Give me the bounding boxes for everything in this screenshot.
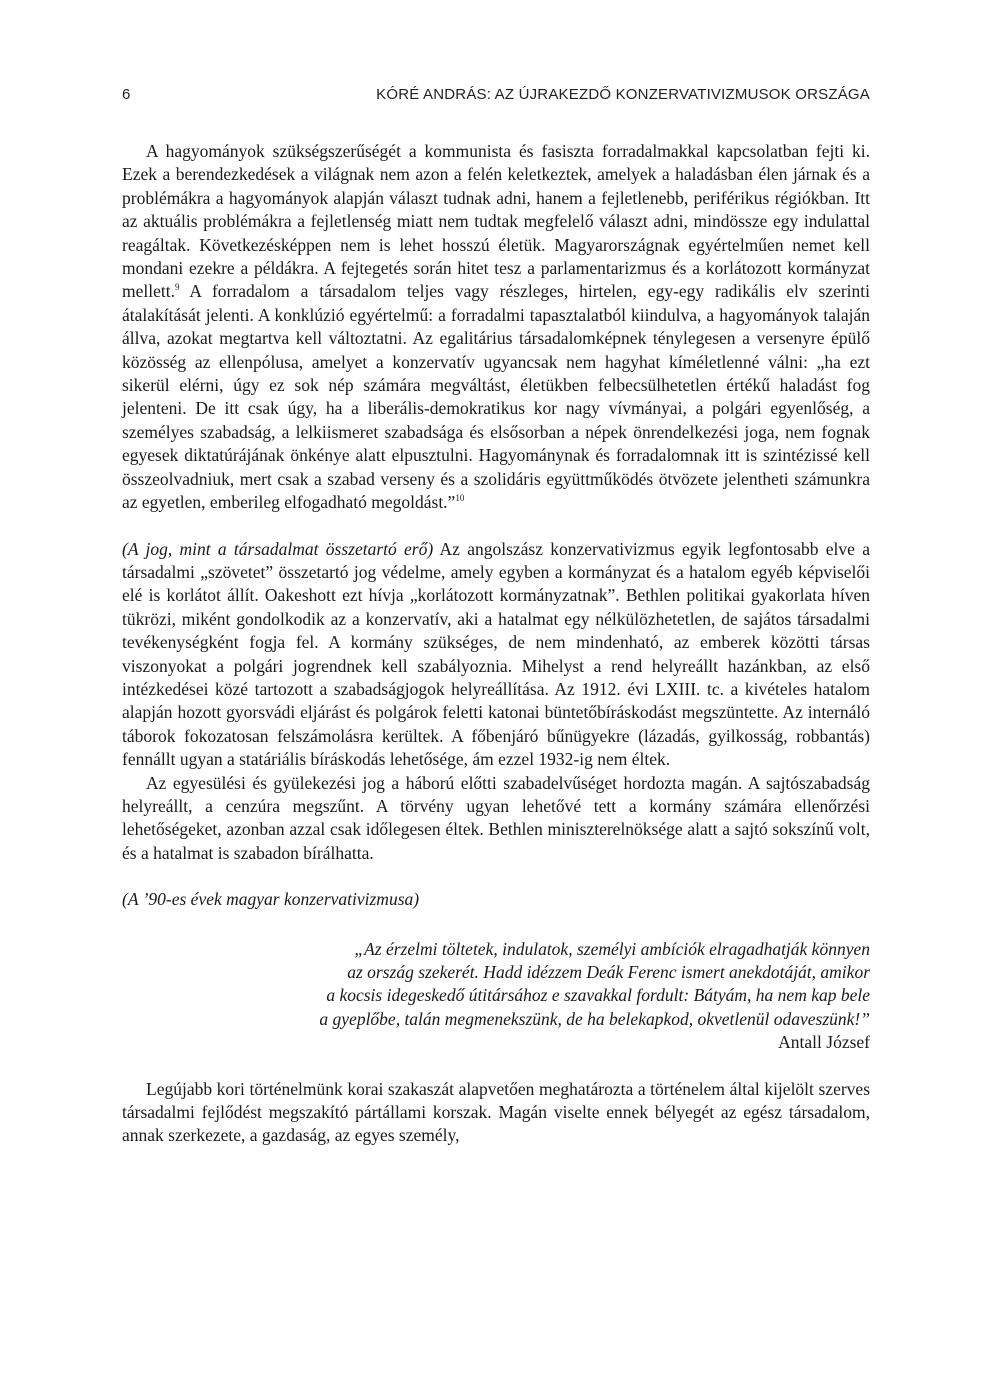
quote-line: az ország szekerét. Hadd idézzem Deák Ferenc ismert anekdotáját, amikor bbox=[347, 962, 870, 982]
paragraph-traditions bbox=[122, 140, 870, 515]
section-heading: (A ’90-es évek magyar konzervativizmusa) bbox=[122, 889, 420, 910]
paragraph-law bbox=[122, 538, 870, 772]
epigraph-quote bbox=[122, 938, 870, 1055]
page-header bbox=[122, 86, 870, 108]
paragraph-text: A forradalom a társadalom teljes vagy részleges, hirtelen, egy-egy radikális elv szerinti átalakítását jelenti. A konklúzió egyértelmű: a forradalmi tapasztalatból kiindulva, a hagyományok talaján állva, azokat megtartva kell változtatni. Az egalitárius társadalomképnek ténylegesen a versenyre épülő közösség az ellenpólusa, amelyet a konzervatív ugyancsak nem hagyhat kíméletlenné válni: „ha ezt sikerül elérni, úgy ez sok nép számára megváltást, életükben felbecsülhetetlen értékű haladást fog jelenteni. De itt csak úgy, ha a liberális-demokratikus kor nagy vívmányai, a polgári egyenlőség, a személyes szabadság, a lelkiismeret szabadsága és elsősorban a népek önrendelkezési joga, nem fognak egyesek diktatúrájának önkénye alatt elpusztulni. Hagyománynak és forradalomnak itt is szintézissé kell összeolvadniuk, mert csak a szabad verseny és a szolidáris együttműködés ötvözete jelentheti számunkra az egyetlen, emberileg elfogadható megoldást.” bbox=[122, 281, 870, 513]
footnote-marker: 9 bbox=[174, 282, 180, 293]
running-title: KÓRÉ ANDRÁS: AZ ÚJRAKEZDŐ KONZERVATIVIZMUSOK ORSZÁGA bbox=[376, 86, 870, 103]
paragraph-press-freedom bbox=[122, 772, 870, 866]
inline-section-heading: (A jog, mint a társadalmat összetartó erő) bbox=[122, 538, 434, 559]
quote-line: a gyeplőbe, talán megmenekszünk, de ha belekapkod, okvetlenül odaveszünk!” bbox=[319, 1008, 870, 1029]
quote-line: „Az érzelmi töltetek, indulatok, személyi ambíciók elragadhatják könnyen bbox=[354, 938, 870, 959]
paragraph-text: Az egyesülési és gyülekezési jog a háború előtti szabadelvűséget hordozta magán. A sajtószabadság helyreállt, a cenzúra megszűnt. A törvény ugyan lehetővé tett a kormány számára ellenőrzési lehetőségeket, azonban azzal csak időlegesen éltek. Bethlen miniszterelnöksége alatt a sajtó sokszínű volt, és a hatalmat is szabadon bírálhatta. bbox=[122, 772, 870, 863]
paragraph-text: Az angolszász konzervativizmus egyik legfontosabb elve a társadalmi „szövetet” összetartó jog védelme, amely egyben a kormányzat és a hatalom egyéb képviselői elé is korlátot állít. Oakeshott ezt hívja „korlátozott kormányzatnak”. Bethlen politikai gyakorlata híven tükrözi, miként gondolkodik az a konzervatív, aki a hatalmat egy nélkülözhetetlen, de sajátos társadalmi tevékenységként fogja fel. A kormány szükséges, de nem mindenható, az emberek közötti társas viszonyokat a polgári jogrendnek kell szabályoznia. Mihelyst a rend helyreállt hazánkban, az első intézkedései közé tartozott a szabadságjogok helyreállítása. Az 1912. évi LXIII. tc. a kivételes hatalom alapján hozott gyorsvádi eljárást és polgárok feletti katonai büntetőbíráskodást megszüntette. Az internáló táborok fokozatosan felszámolásra kerültek. A főbenjáró bűnügyekre (lázadás, gyilkosság, robbantás) fennállt ugyan a statáriális bíráskodás lehetősége, ám ezzel 1932-ig nem éltek. bbox=[122, 538, 870, 770]
paragraph-text: A hagyományok szükségszerűségét a kommunista és fasiszta forradalmakkal kapcsolatban fejti ki. Ezek a berendezkedések a világnak nem azon a felén keletkeztek, amelyek a haladásban élen járnak és a problémákra a hagyományok alapján választ tudnak adni, hanem a fejletlenebb, periférikus régiókban. Itt az aktuális problémákra a fejletlenség miatt nem tudtak megfelelő választ adni, mindössze egy indulattal reagáltak. Következésképpen nem is lehet hosszú életük. Magyarországnak egyértelműen nemet kell mondani ezekre a példákra. A fejtegetés során hitet tesz a parlamentarizmus és a korlátozott kormányzat mellett. bbox=[122, 141, 870, 302]
paragraph-recent-history bbox=[122, 1078, 870, 1148]
quote-line: a kocsis idegeskedő útitársához e szavakkal fordult: Bátyám, ha nem kap bele bbox=[326, 985, 870, 1006]
page-number: 6 bbox=[122, 86, 131, 103]
body-text bbox=[122, 140, 870, 1148]
footnote-marker: 10 bbox=[455, 493, 465, 504]
quote-author: Antall József bbox=[778, 1032, 870, 1053]
paragraph-text: Legújabb kori történelmünk korai szakaszát alapvetően meghatározta a történelem által kijelölt szerves társadalmi fejlődést megszakító pártállami korszak. Magán viselte ennek bélyegét az egész társadalom, annak szerkezete, a gazdaság, az egyes személy, bbox=[122, 1078, 870, 1146]
